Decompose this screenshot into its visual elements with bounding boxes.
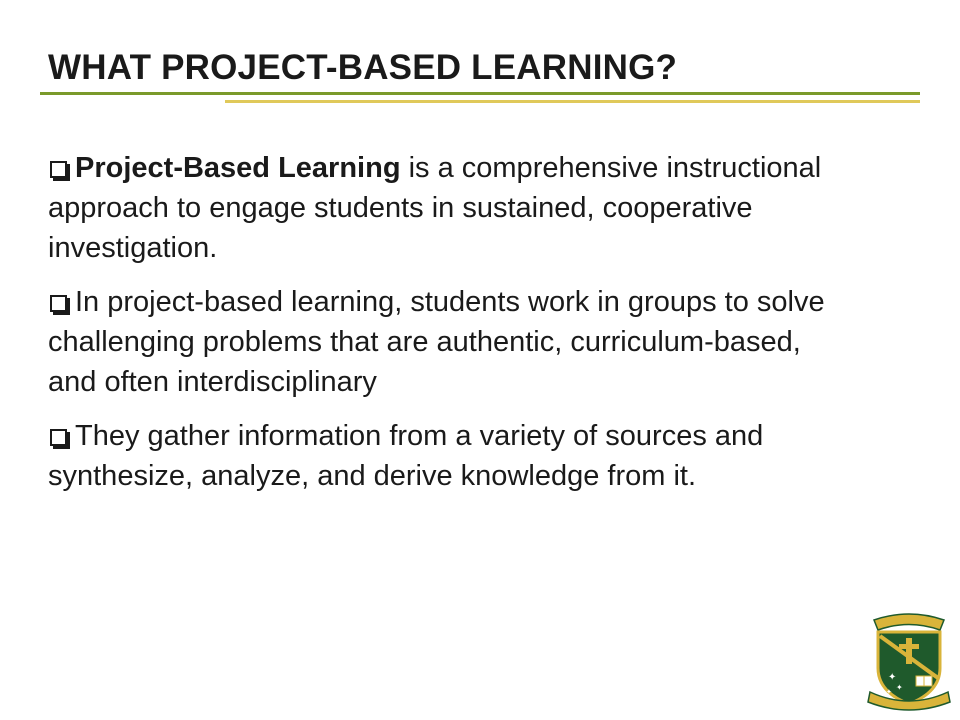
checkbox-bullet-icon (50, 161, 67, 178)
crest-motto-scroll (874, 614, 944, 630)
bullet-text: They gather information from a variety of sources and synthesize, analyze, and derive knowledge from it. (48, 420, 764, 492)
bullet-item (48, 416, 848, 496)
svg-text:✦: ✦ (896, 683, 903, 692)
bullet-bold-text: Project-Based Learning (75, 152, 401, 184)
crest-stars: ✦ (888, 672, 897, 683)
bullet-text: is a comprehensive instructional approach to engage students in sustained, cooperative investigation. (48, 152, 822, 264)
checkbox-bullet-icon (50, 429, 67, 446)
bullet-item (48, 148, 848, 268)
bullet-list (48, 148, 848, 510)
bullet-text: In project-based learning, students work in groups to solve challenging problems that are authentic, curriculum-based, and often interdisciplinary (48, 286, 825, 398)
bullet-item (48, 282, 848, 402)
slide-title: WHAT PROJECT-BASED LEARNING? (48, 48, 678, 87)
school-crest-logo (866, 606, 952, 714)
title-underline-gold (225, 100, 920, 103)
title-underline-green (40, 92, 920, 95)
crest-cross (906, 638, 912, 664)
svg-text:✦: ✦ (886, 688, 892, 696)
checkbox-bullet-icon (50, 295, 67, 312)
